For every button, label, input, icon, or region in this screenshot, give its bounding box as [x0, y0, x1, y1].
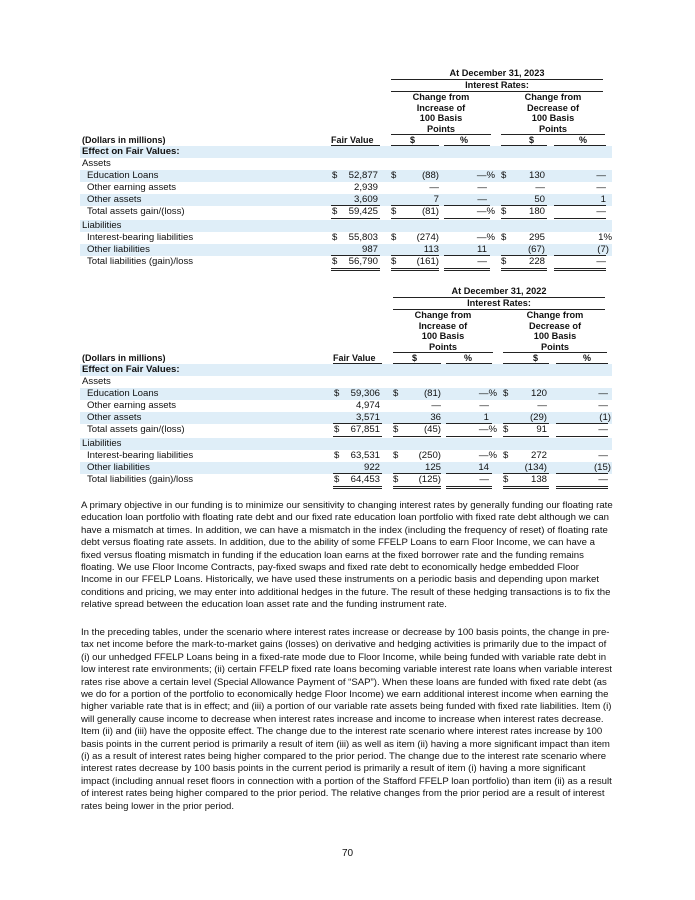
- table-row: Other earning assets 4,974 — — — —: [87, 400, 608, 411]
- table-row: Education Loans $ 59,306 $ (81) —% $ 120 —: [80, 388, 612, 400]
- paragraph-1: A primary objective in our funding is to minimize our sensitivity to changing interest rates by generally funding our floating rate education loan portfolio with floating rate debt and our fixed rate education loan portfolio with fixed rate debt although we can have a mismatch at times. In addition, we can have a mismatch in the index (including the frequency of reset) of floating rate debt versus floating rate assets. In addition, due to the ability of some FFELP Loans to earn Floor Income, we can have a fixed versus floating mismatch in funding if the education loan earns at the fixed borrower rate and the funding remains floating. We use Floor Income Contracts, pay-fixed swaps and fixed rate debt to economically hedge embedded Floor Income in our FFELP Loans. Historically, we have used these instruments on a periodic basis and depending upon market conditions and pricing, we may enter into additional hedges in the future. The result of these hedging transactions is to fix the relative spread between the education loan asset rate and the funding instrument rate.: [81, 500, 613, 611]
- dec-pct-header: %: [579, 135, 588, 145]
- inc-pct-header: %: [460, 135, 469, 145]
- effect-row: [80, 146, 612, 158]
- table-row: Education Loans $ 52,877 $ (88) —% $ 130 —: [80, 170, 612, 182]
- liabilities-label: Liabilities: [82, 438, 122, 449]
- table-row-total: Total assets gain/(loss) $ 59,425 $ (81) —% $ 180 —: [87, 206, 606, 217]
- effect-label: Effect on Fair Values:: [82, 364, 180, 375]
- fair-value-header: Fair Value: [333, 353, 376, 363]
- inc-dollar-header: $: [412, 353, 418, 363]
- decrease-header: Change from Decrease of 100 Basis Points: [526, 310, 584, 352]
- page-number: 70: [341, 848, 354, 859]
- body-text: [81, 627, 613, 813]
- table-row: Other liabilities 922 125 14 (134) (15): [80, 462, 612, 474]
- liabilities-label: Liabilities: [82, 220, 122, 231]
- dec-pct-header: %: [583, 353, 592, 363]
- table-row-total: Total assets gain/(loss) $ 67,851 $ (45) —% $ 91 —: [87, 424, 608, 435]
- table-row-total: Total liabilities (gain)/loss $ 64,453 $ (125) — $ 138 —: [87, 474, 608, 485]
- effect-row: [80, 364, 612, 376]
- fair-value-table-2022: [80, 286, 612, 486]
- dec-dollar-header: $: [529, 135, 535, 145]
- assets-label: Assets: [82, 158, 111, 169]
- table-row: Other earning assets 2,939 — — — —: [87, 182, 606, 193]
- table-row-total: Total liabilities (gain)/loss $ 56,790 $ (161) — $ 228 —: [87, 256, 606, 267]
- inc-dollar-header: $: [410, 135, 416, 145]
- dec-dollar-header: $: [533, 353, 539, 363]
- table-row: Other assets 3,571 36 1 (29) (1): [80, 412, 612, 424]
- effect-label: Effect on Fair Values:: [82, 146, 180, 157]
- liabilities-row: [80, 220, 612, 232]
- fair-value-header: Fair Value: [331, 135, 374, 145]
- increase-header: Change from Increase of 100 Basis Points: [414, 310, 472, 352]
- decrease-header: Change from Decrease of 100 Basis Points: [524, 92, 582, 134]
- table-row: Interest-bearing liabilities $ 55,803 $ (274) —% $ 295 1%: [87, 232, 612, 243]
- table-row: Other assets 3,609 7 — 50 1: [80, 194, 612, 206]
- assets-label: Assets: [82, 376, 111, 387]
- table-row: Interest-bearing liabilities $ 63,531 $ (250) —% $ 272 —: [87, 450, 608, 461]
- body-text: [81, 500, 613, 612]
- interest-rates-header: Interest Rates:: [465, 80, 529, 90]
- table-title: At December 31, 2022: [451, 286, 547, 296]
- table-title: At December 31, 2023: [449, 68, 545, 78]
- assets-row: [80, 376, 612, 388]
- paragraph-2: In the preceding tables, under the scenario where interest rates increase or decrease by 100 basis points, the change in pre-tax net income before the mark-to-market gains (losses) on derivative and hedging activities is primarily due to the impact of (i) our unhedged FFELP Loans being in a fixed-rate mode due to Floor Income, while being funded with variable rate debt in low interest rate environments; (ii) certain FFELP fixed rate loans becoming variable interest rate loans when variable interest rates rise above a certain level (Special Allowance Payment of “SAP”). When these loans are funded with fixed rate debt (as we do for a portion of the portfolio to economically hedge Floor Income) we earn additional interest income when earning the higher variable rate that is in effect; and (iii) a portion of our variable rate assets being funded with fixed rate liabilities. Item (i) will generally cause income to decrease when interest rates increase and income to increase when interest rates decrease. Item (ii) and (iii) have the opposite effect. The change due to the interest rate scenario where interest rates increase by 100 basis points in the current period is primarily a result of item (iii) as well as item (ii) having a more significant impact than item (i) as a result of interest rates being higher compared to the prior period. The change due to the interest rate scenario where interest rates decrease by 100 basis points in the current period is primarily a result of item (i) having a more significant impact (including annual reset floors in connection with a portion of the Stafford FFELP loan portfolio) than item (ii) as a result of interest rates being higher compared to the prior period. The relative changes from the prior period are a result of interest rates being lower in the prior period.: [81, 627, 612, 812]
- dollars-in-millions-label: (Dollars in millions): [82, 135, 166, 145]
- interest-rates-header: Interest Rates:: [467, 298, 531, 308]
- inc-pct-header: %: [464, 353, 473, 363]
- increase-header: Change from Increase of 100 Basis Points: [412, 92, 470, 134]
- table-row: Other liabilities 987 113 11 (67) (7): [80, 244, 612, 256]
- liabilities-row: [80, 438, 612, 450]
- assets-row: [80, 158, 612, 170]
- fair-value-table-2023: [80, 68, 612, 268]
- dollars-in-millions-label: (Dollars in millions): [82, 353, 166, 363]
